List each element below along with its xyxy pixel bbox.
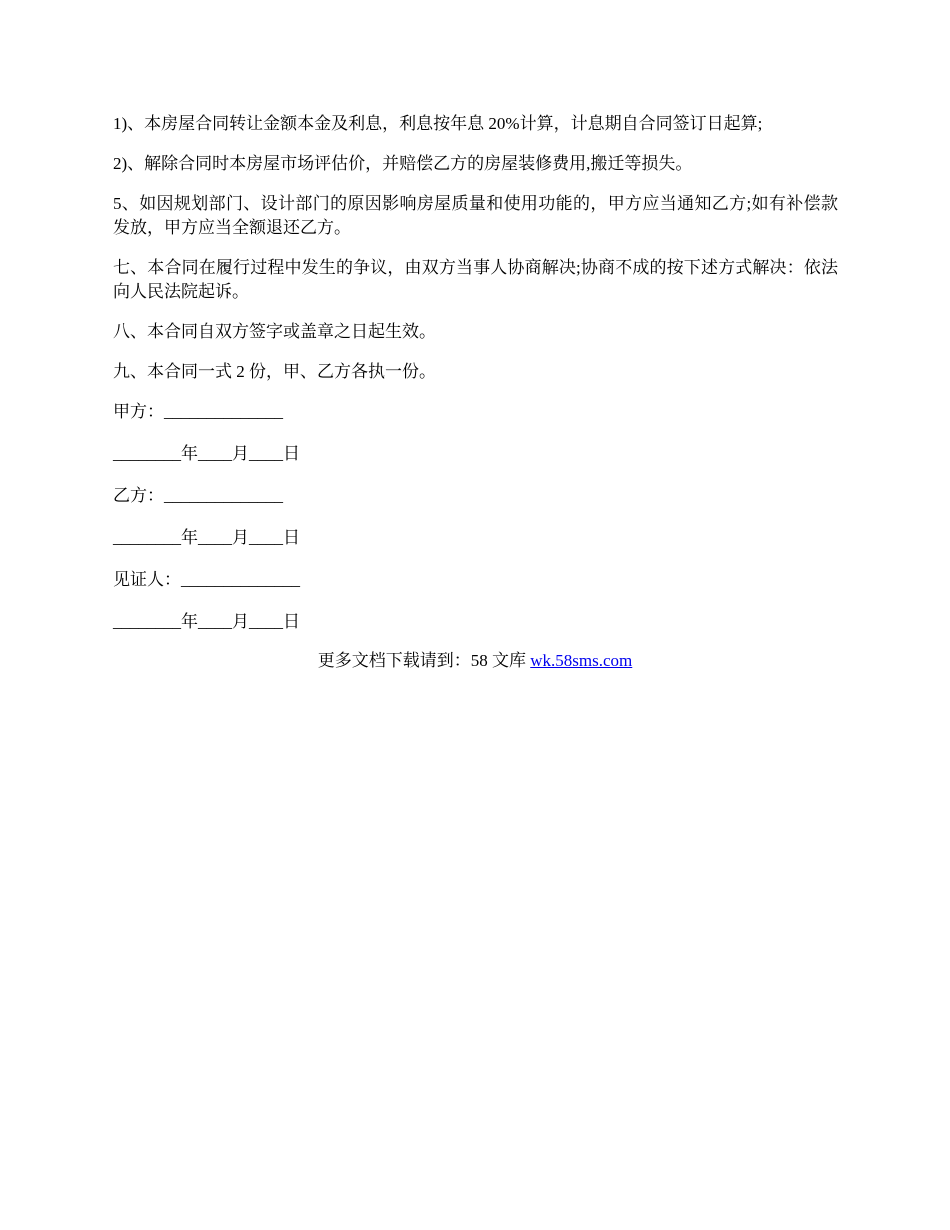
footer-site-link[interactable]: wk.58sms.com	[530, 651, 633, 670]
clause-paragraph-2: 2)、解除合同时本房屋市场评估价，并赔偿乙方的房屋装修费用,搬迁等损失。	[113, 154, 693, 173]
footer-prefix-text: 更多文档下载请到：58 文库	[317, 651, 531, 670]
download-footer	[0, 649, 950, 673]
party-b-signature-line: 乙方：______________	[113, 486, 283, 505]
party-a-signature-line: 甲方：______________	[113, 402, 283, 421]
clause-paragraph-1: 1)、本房屋合同转让金额本金及利息，利息按年息 20%计算，计息期自合同签订日起算;	[113, 114, 763, 133]
party-b-date-line: ________年____月____日	[113, 528, 300, 547]
clause-paragraph-8: 八、本合同自双方签字或盖章之日起生效。	[113, 322, 436, 341]
clause-paragraph-9: 九、本合同一式 2 份，甲、乙方各执一份。	[113, 362, 436, 381]
witness-date-line: ________年____月____日	[113, 612, 300, 631]
party-a-date-line: ________年____月____日	[113, 444, 300, 463]
clause-paragraph-5: 5、如因规划部门、设计部门的原因影响房屋质量和使用功能的，甲方应当通知乙方;如有补偿款发放，甲方应当全额退还乙方。	[113, 194, 838, 237]
document-body	[113, 112, 838, 652]
witness-signature-line: 见证人：______________	[113, 570, 300, 589]
clause-paragraph-7: 七、本合同在履行过程中发生的争议，由双方当事人协商解决;协商不成的按下述方式解决：依法向人民法院起诉。	[113, 258, 838, 301]
